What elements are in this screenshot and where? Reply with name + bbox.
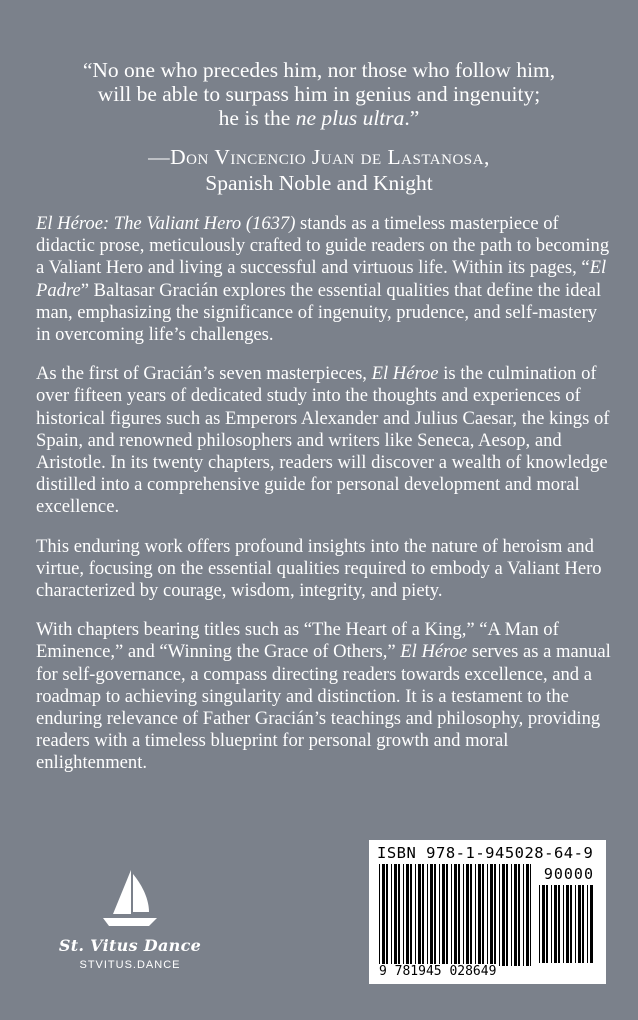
barcode-bar bbox=[458, 864, 460, 966]
quote-line-3: he is the ne plus ultra.” bbox=[218, 106, 420, 130]
back-cover-quote bbox=[40, 58, 598, 130]
barcode-bar bbox=[578, 885, 581, 963]
barcode-bar bbox=[558, 885, 560, 963]
barcode-bar bbox=[539, 885, 540, 963]
barcode-bar bbox=[398, 864, 400, 966]
barcode-bar bbox=[514, 864, 517, 966]
publisher-name: St. Vitus Dance bbox=[58, 936, 202, 955]
ean-digits: 9 781945 028649 bbox=[379, 964, 497, 979]
description-paragraph-4: With chapters bearing titles such as “The Heart of a King,” “A Man of Eminence,” and “Winning the Grace of Others,” El Héroe serves as a manual for self-governance, a compass directing readers towards excellence, and a roadmap to achieving singularity and distinction. It is a testament to the enduring relevance of Father Gracián’s teachings and philosophy, providing readers with a timeless blueprint for personal growth and moral enlightenment. bbox=[36, 619, 611, 774]
price-code: 90000 bbox=[543, 865, 594, 883]
isbn-text: ISBN 978-1-945028-64-9 bbox=[377, 844, 594, 862]
description-paragraph-3: This enduring work offers profound insights into the nature of heroism and virtue, focusing on the essential qualities required to embody a Valiant Hero characterized by courage, wisdom, integrity, and piety. bbox=[36, 535, 602, 602]
barcode-bar bbox=[575, 885, 576, 963]
barcode-bar bbox=[542, 885, 545, 963]
publisher-logo bbox=[50, 868, 210, 978]
barcode-bar bbox=[494, 864, 496, 966]
barcode-bar bbox=[403, 864, 404, 966]
publisher-url: STVITUS.DANCE bbox=[79, 959, 181, 971]
barcode-bar bbox=[499, 864, 500, 966]
barcode-bar bbox=[463, 864, 464, 966]
barcode-bar bbox=[587, 885, 588, 963]
barcode-bar bbox=[478, 864, 481, 966]
barcode-bar bbox=[382, 864, 385, 966]
barcode-bar bbox=[470, 864, 472, 966]
barcode-bar bbox=[427, 864, 428, 966]
barcode-bar bbox=[502, 864, 505, 966]
description-paragraph-1: El Héroe: The Valiant Hero (1637) stands as a timeless masterpiece of didactic prose, meticulously crafted to guide readers on the path to becoming a Valiant Hero and living a successful and virtuous life. Within its pages, “El Padre” Baltasar Gracián explores the essential qualities that define the ideal man, emphasizing the significance of ingenuity, prudence, and self-mastery in overcoming life’s challenges. bbox=[36, 213, 610, 346]
isbn-barcode bbox=[369, 840, 606, 984]
attribution-title: Spanish Noble and Knight bbox=[205, 171, 433, 195]
barcode-bar bbox=[430, 864, 433, 966]
barcode-bar bbox=[434, 864, 436, 966]
barcode-bar bbox=[379, 864, 380, 966]
barcode-bar bbox=[482, 864, 484, 966]
barcode-bar bbox=[487, 864, 488, 966]
barcode-bar bbox=[523, 864, 524, 966]
barcode-bar bbox=[518, 864, 520, 966]
sailboat-icon bbox=[95, 868, 165, 930]
barcode-bar bbox=[511, 864, 512, 966]
barcode-bar bbox=[566, 885, 569, 963]
barcode-bar bbox=[582, 885, 584, 963]
barcode-bar bbox=[446, 864, 448, 966]
barcode-bar bbox=[451, 864, 452, 966]
barcode-bar bbox=[391, 864, 392, 966]
barcode-bar bbox=[551, 885, 552, 963]
barcode-bar bbox=[546, 885, 548, 963]
quote-attribution bbox=[40, 144, 598, 196]
barcode-bar bbox=[406, 864, 409, 966]
barcode-bar bbox=[506, 864, 508, 966]
barcode-bar bbox=[466, 864, 469, 966]
quote-line-1: “No one who precedes him, nor those who follow him, bbox=[82, 58, 556, 82]
barcode-bar bbox=[454, 864, 457, 966]
barcode-bar bbox=[422, 864, 424, 966]
barcode-bar bbox=[570, 885, 572, 963]
barcode-bar bbox=[563, 885, 564, 963]
quote-line-2: will be able to surpass him in genius and ingenuity; bbox=[97, 82, 541, 106]
barcode-bar bbox=[386, 864, 388, 966]
barcode-bar bbox=[554, 885, 557, 963]
barcode-bar bbox=[490, 864, 493, 966]
barcode-bar bbox=[475, 864, 476, 966]
barcode-bar bbox=[526, 864, 529, 966]
barcode-bar bbox=[442, 864, 445, 966]
barcode-main-bars bbox=[377, 864, 533, 966]
barcode-addon-bars bbox=[537, 885, 595, 963]
barcode-bar bbox=[530, 864, 531, 966]
description-paragraph-2: As the first of Gracián’s seven masterpieces, El Héroe is the culmination of over fifteen years of dedicated study into the thoughts and experiences of historical figures such as Emperors Alexander and Julius Caesar, the kings of Spain, and renowned philosophers and writers like Seneca, Aesop, and Aristotle. In its twenty chapters, readers will discover a wealth of knowledge distilled into a comprehensive guide for personal development and moral excellence. bbox=[36, 363, 610, 518]
barcode-bar bbox=[439, 864, 440, 966]
book-description bbox=[36, 213, 614, 792]
barcode-bar bbox=[415, 864, 416, 966]
barcode-bar bbox=[410, 864, 412, 966]
barcode-bar bbox=[590, 885, 593, 963]
barcode-bar bbox=[394, 864, 397, 966]
attribution-name: —Don Vincencio Juan de Lastanosa, bbox=[148, 145, 490, 169]
barcode-bar bbox=[418, 864, 421, 966]
